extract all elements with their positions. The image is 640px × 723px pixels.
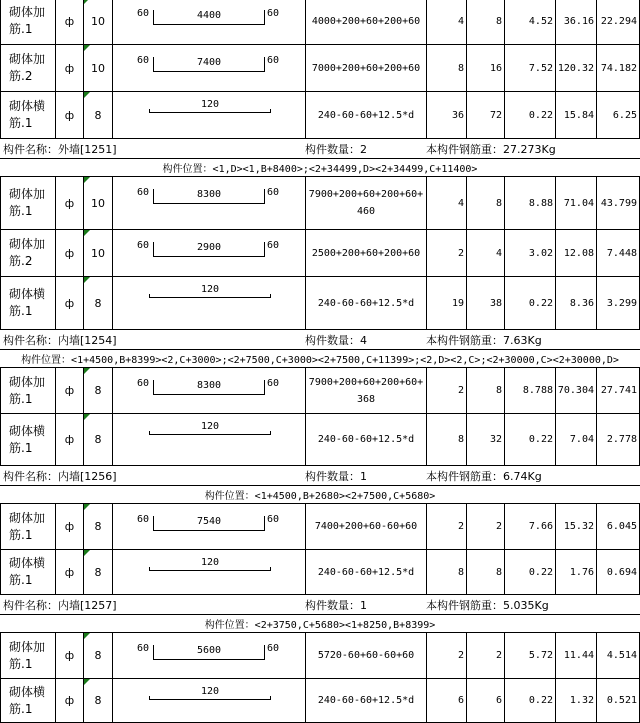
- component-position-row: [0, 350, 640, 368]
- right-end-mark: [270, 567, 271, 571]
- cell-marker-icon: [84, 679, 90, 685]
- rebar-name-cell: [0, 504, 55, 549]
- steel-grade-symbol: ф: [55, 550, 83, 594]
- component-position-row: [0, 486, 640, 504]
- count-per-component: 36: [426, 92, 466, 138]
- rebar-name: 砌体加筋.1: [9, 510, 46, 542]
- rebar-weight: 7.448: [596, 230, 640, 276]
- component-position: 构件位置：<1,D><1,B+8400>;<2+34499,D><2+34499,C+11400>: [162, 164, 478, 175]
- rebar-weight: 3.299: [596, 277, 640, 329]
- component-weight: 本构件钢筋重：27.273Kg: [426, 142, 556, 156]
- rebar-length-label: 120: [200, 99, 220, 110]
- rebar-name: 砌体加筋.1: [9, 639, 46, 671]
- component-count: 构件数量：1: [305, 598, 367, 612]
- right-end-mark: [270, 294, 271, 298]
- length-formula: 2500+200+60+200+60: [305, 230, 426, 276]
- total-length: 1.76: [555, 550, 596, 594]
- rebar-name: 砌体加筋.1: [9, 187, 46, 218]
- rebar-name: 砌体加筋.2: [9, 52, 46, 83]
- count-total: 8: [466, 550, 504, 594]
- length-formula: 240-60-60+12.5*d: [305, 414, 426, 465]
- count-total: 32: [466, 414, 504, 465]
- length-formula: 4000+200+60+200+60: [305, 0, 426, 44]
- total-length: 71.04: [555, 177, 596, 229]
- cell-marker-icon: [84, 550, 90, 556]
- length-formula: 7900+200+60+200+60+368: [305, 368, 426, 413]
- count-per-component: 2: [426, 633, 466, 678]
- rebar-row: [0, 414, 640, 466]
- rebar-name: 砌体加筋.1: [9, 5, 46, 36]
- rebar-length-label: 2900: [196, 242, 222, 253]
- count-total: 8: [466, 368, 504, 413]
- component-info-row: [0, 139, 640, 159]
- rebar-row: [0, 92, 640, 139]
- rebar-row: [0, 504, 640, 550]
- cell-marker-icon: [84, 92, 90, 98]
- rebar-shape-cell: [112, 0, 305, 44]
- right-hook-mark: [264, 57, 265, 71]
- rebar-bar-line: [153, 530, 265, 531]
- rebar-name-cell: [0, 414, 55, 465]
- rebar-length-label: 8300: [196, 189, 222, 200]
- rebar-shape-cell: [112, 679, 305, 722]
- rebar-shape-cell: [112, 550, 305, 594]
- length-formula: 240-60-60+12.5*d: [305, 277, 426, 329]
- steel-grade-symbol: ф: [55, 679, 83, 722]
- rebar-name-cell: [0, 230, 55, 276]
- total-length: 120.32: [555, 45, 596, 91]
- left-hook-label: 60: [137, 378, 150, 389]
- component-position-row: [0, 159, 640, 177]
- rebar-diameter: 10: [83, 230, 112, 276]
- rebar-length-label: 7400: [196, 57, 222, 68]
- count-per-component: 8: [426, 550, 466, 594]
- single-length: 5.72: [504, 633, 555, 678]
- right-hook-label: 60: [267, 643, 280, 654]
- rebar-name-cell: [0, 679, 55, 722]
- left-hook-label: 60: [137, 643, 150, 654]
- rebar-name-cell: [0, 550, 55, 594]
- rebar-row: [0, 0, 640, 45]
- component-position: 构件位置：<1+4500,B+8399><2,C+3000>;<2+7500,C+3000><2+7500,C+11399>;<2,D><2,C>;<2+30000,C><2+30000,D>: [21, 355, 619, 366]
- right-hook-mark: [264, 189, 265, 203]
- right-end-mark: [270, 431, 271, 435]
- total-length: 70.304: [555, 368, 596, 413]
- steel-grade-symbol: ф: [55, 368, 83, 413]
- left-hook-label: 60: [137, 55, 150, 66]
- right-hook-mark: [264, 645, 265, 659]
- rebar-bar-line: [153, 659, 265, 660]
- length-formula: 7000+200+60+200+60: [305, 45, 426, 91]
- total-length: 12.08: [555, 230, 596, 276]
- component-name: 构件名称：内墙[1257]: [3, 598, 117, 612]
- rebar-name: 砌体横筋.1: [9, 423, 46, 455]
- rebar-diameter: 8: [83, 504, 112, 549]
- rebar-length-label: 120: [200, 421, 220, 432]
- steel-grade-symbol: ф: [55, 230, 83, 276]
- right-hook-mark: [264, 380, 265, 394]
- rebar-shape-cell: [112, 177, 305, 229]
- rebar-bar-line: [149, 297, 271, 298]
- rebar-name: 砌体加筋.2: [9, 237, 46, 268]
- steel-grade-symbol: ф: [55, 277, 83, 329]
- single-length: 0.22: [504, 550, 555, 594]
- total-length: 7.04: [555, 414, 596, 465]
- rebar-shape-cell: [112, 277, 305, 329]
- right-hook-label: 60: [267, 240, 280, 251]
- left-end-mark: [149, 431, 150, 435]
- rebar-row: [0, 230, 640, 277]
- count-total: 6: [466, 679, 504, 722]
- left-end-mark: [149, 567, 150, 571]
- rebar-row: [0, 633, 640, 679]
- length-formula: 240-60-60+12.5*d: [305, 550, 426, 594]
- component-count: 构件数量：1: [305, 469, 367, 483]
- component-count: 构件数量：2: [305, 142, 367, 156]
- single-length: 8.88: [504, 177, 555, 229]
- cell-marker-icon: [84, 45, 90, 51]
- rebar-diameter: 8: [83, 414, 112, 465]
- rebar-row: [0, 368, 640, 414]
- rebar-name-cell: [0, 368, 55, 413]
- total-length: 15.32: [555, 504, 596, 549]
- rebar-weight: 2.778: [596, 414, 640, 465]
- steel-grade-symbol: ф: [55, 177, 83, 229]
- rebar-diameter: 10: [83, 45, 112, 91]
- rebar-name-cell: [0, 0, 55, 44]
- component-name: 构件名称：内墙[1256]: [3, 469, 117, 483]
- steel-grade-symbol: ф: [55, 0, 83, 44]
- length-formula: 240-60-60+12.5*d: [305, 679, 426, 722]
- rebar-length-label: 120: [200, 557, 220, 568]
- length-formula: 240-60-60+12.5*d: [305, 92, 426, 138]
- length-formula: 5720-60+60-60+60: [305, 633, 426, 678]
- single-length: 0.22: [504, 92, 555, 138]
- rebar-shape-cell: [112, 45, 305, 91]
- length-formula: 7900+200+60+200+60+460: [305, 177, 426, 229]
- rebar-diameter: 8: [83, 633, 112, 678]
- component-position: 构件位置：<1+4500,B+2680><2+7500,C+5680>: [204, 491, 436, 502]
- rebar-name-cell: [0, 277, 55, 329]
- single-length: 0.22: [504, 414, 555, 465]
- rebar-diameter: 8: [83, 679, 112, 722]
- rebar-name-cell: [0, 633, 55, 678]
- left-end-mark: [149, 294, 150, 298]
- rebar-diameter: 8: [83, 368, 112, 413]
- rebar-bar-line: [153, 24, 265, 25]
- left-hook-label: 60: [137, 514, 150, 525]
- rebar-weight: 43.799: [596, 177, 640, 229]
- count-total: 38: [466, 277, 504, 329]
- rebar-name-cell: [0, 92, 55, 138]
- rebar-name-cell: [0, 177, 55, 229]
- rebar-diameter: 8: [83, 277, 112, 329]
- count-total: 2: [466, 504, 504, 549]
- rebar-row: [0, 177, 640, 230]
- rebar-diameter: 8: [83, 550, 112, 594]
- component-info-row: [0, 595, 640, 615]
- rebar-weight: 74.182: [596, 45, 640, 91]
- component-weight: 本构件钢筋重：6.74Kg: [426, 469, 542, 483]
- rebar-bar-line: [153, 203, 265, 204]
- count-per-component: 8: [426, 414, 466, 465]
- steel-grade-symbol: ф: [55, 92, 83, 138]
- single-length: 0.22: [504, 679, 555, 722]
- count-per-component: 2: [426, 368, 466, 413]
- steel-grade-symbol: ф: [55, 45, 83, 91]
- component-info-row: [0, 330, 640, 350]
- rebar-name: 砌体横筋.1: [9, 287, 46, 318]
- single-length: 3.02: [504, 230, 555, 276]
- single-length: 7.66: [504, 504, 555, 549]
- rebar-diameter: 8: [83, 92, 112, 138]
- rebar-row: [0, 277, 640, 330]
- cell-marker-icon: [84, 414, 90, 420]
- rebar-shape-cell: [112, 633, 305, 678]
- component-position-row: [0, 615, 640, 633]
- count-per-component: 19: [426, 277, 466, 329]
- count-total: 4: [466, 230, 504, 276]
- rebar-weight: 0.694: [596, 550, 640, 594]
- rebar-bar-line: [149, 570, 271, 571]
- right-hook-label: 60: [267, 378, 280, 389]
- rebar-shape-cell: [112, 230, 305, 276]
- right-end-mark: [270, 109, 271, 113]
- single-length: 0.22: [504, 277, 555, 329]
- component-name: 构件名称：内墙[1254]: [3, 333, 117, 347]
- cell-marker-icon: [84, 277, 90, 283]
- rebar-name: 砌体横筋.1: [9, 556, 46, 587]
- rebar-bar-line: [149, 434, 271, 435]
- cell-marker-icon: [84, 0, 90, 4]
- right-hook-mark: [264, 516, 265, 530]
- cell-marker-icon: [84, 177, 90, 183]
- rebar-weight: 0.521: [596, 679, 640, 722]
- count-total: 8: [466, 0, 504, 44]
- rebar-bar-line: [153, 71, 265, 72]
- rebar-bar-line: [149, 699, 271, 700]
- count-per-component: 6: [426, 679, 466, 722]
- rebar-shape-cell: [112, 504, 305, 549]
- count-total: 8: [466, 177, 504, 229]
- rebar-name-cell: [0, 45, 55, 91]
- rebar-diameter: 10: [83, 0, 112, 44]
- length-formula: 7400+200+60-60+60: [305, 504, 426, 549]
- rebar-length-label: 4400: [196, 10, 222, 21]
- total-length: 1.32: [555, 679, 596, 722]
- count-per-component: 2: [426, 230, 466, 276]
- rebar-bar-line: [149, 112, 271, 113]
- rebar-row: [0, 45, 640, 92]
- rebar-weight: 4.514: [596, 633, 640, 678]
- left-hook-label: 60: [137, 187, 150, 198]
- cell-marker-icon: [84, 504, 90, 510]
- right-hook-mark: [264, 10, 265, 24]
- component-position: 构件位置：<2+3750,C+5680><1+8250,B+8399>: [204, 620, 436, 631]
- rebar-bar-line: [153, 256, 265, 257]
- count-total: 72: [466, 92, 504, 138]
- rebar-length-label: 5600: [196, 645, 222, 656]
- cell-marker-icon: [84, 633, 90, 639]
- rebar-length-label: 8300: [196, 380, 222, 391]
- left-end-mark: [149, 696, 150, 700]
- left-end-mark: [149, 109, 150, 113]
- component-weight: 本构件钢筋重：5.035Kg: [426, 598, 549, 612]
- rebar-weight: 6.25: [596, 92, 640, 138]
- rebar-name: 砌体横筋.1: [9, 684, 46, 716]
- right-hook-label: 60: [267, 55, 280, 66]
- rebar-weight: 22.294: [596, 0, 640, 44]
- steel-grade-symbol: ф: [55, 414, 83, 465]
- rebar-weight: 6.045: [596, 504, 640, 549]
- component-info-row: [0, 466, 640, 486]
- count-total: 2: [466, 633, 504, 678]
- count-per-component: 4: [426, 0, 466, 44]
- right-end-mark: [270, 696, 271, 700]
- steel-grade-symbol: ф: [55, 633, 83, 678]
- rebar-shape-cell: [112, 414, 305, 465]
- cell-marker-icon: [84, 230, 90, 236]
- rebar-length-label: 120: [200, 284, 220, 295]
- total-length: 36.16: [555, 0, 596, 44]
- rebar-diameter: 10: [83, 177, 112, 229]
- rebar-shape-cell: [112, 92, 305, 138]
- single-length: 8.788: [504, 368, 555, 413]
- count-total: 16: [466, 45, 504, 91]
- rebar-length-label: 120: [200, 686, 220, 697]
- single-length: 4.52: [504, 0, 555, 44]
- rebar-row: [0, 550, 640, 595]
- steel-grade-symbol: ф: [55, 504, 83, 549]
- component-count: 构件数量：4: [305, 333, 367, 347]
- rebar-name: 砌体横筋.1: [9, 99, 46, 130]
- component-weight: 本构件钢筋重：7.63Kg: [426, 333, 542, 347]
- rebar-bar-line: [153, 394, 265, 395]
- right-hook-label: 60: [267, 514, 280, 525]
- count-per-component: 2: [426, 504, 466, 549]
- left-hook-label: 60: [137, 240, 150, 251]
- count-per-component: 4: [426, 177, 466, 229]
- cell-marker-icon: [84, 368, 90, 374]
- right-hook-label: 60: [267, 8, 280, 19]
- rebar-shape-cell: [112, 368, 305, 413]
- rebar-row: [0, 679, 640, 723]
- component-name: 构件名称：外墙[1251]: [3, 142, 117, 156]
- total-length: 8.36: [555, 277, 596, 329]
- total-length: 11.44: [555, 633, 596, 678]
- count-per-component: 8: [426, 45, 466, 91]
- left-hook-label: 60: [137, 8, 150, 19]
- rebar-length-label: 7540: [196, 516, 222, 527]
- right-hook-label: 60: [267, 187, 280, 198]
- rebar-name: 砌体加筋.1: [9, 374, 46, 406]
- single-length: 7.52: [504, 45, 555, 91]
- rebar-weight: 27.741: [596, 368, 640, 413]
- right-hook-mark: [264, 242, 265, 256]
- total-length: 15.84: [555, 92, 596, 138]
